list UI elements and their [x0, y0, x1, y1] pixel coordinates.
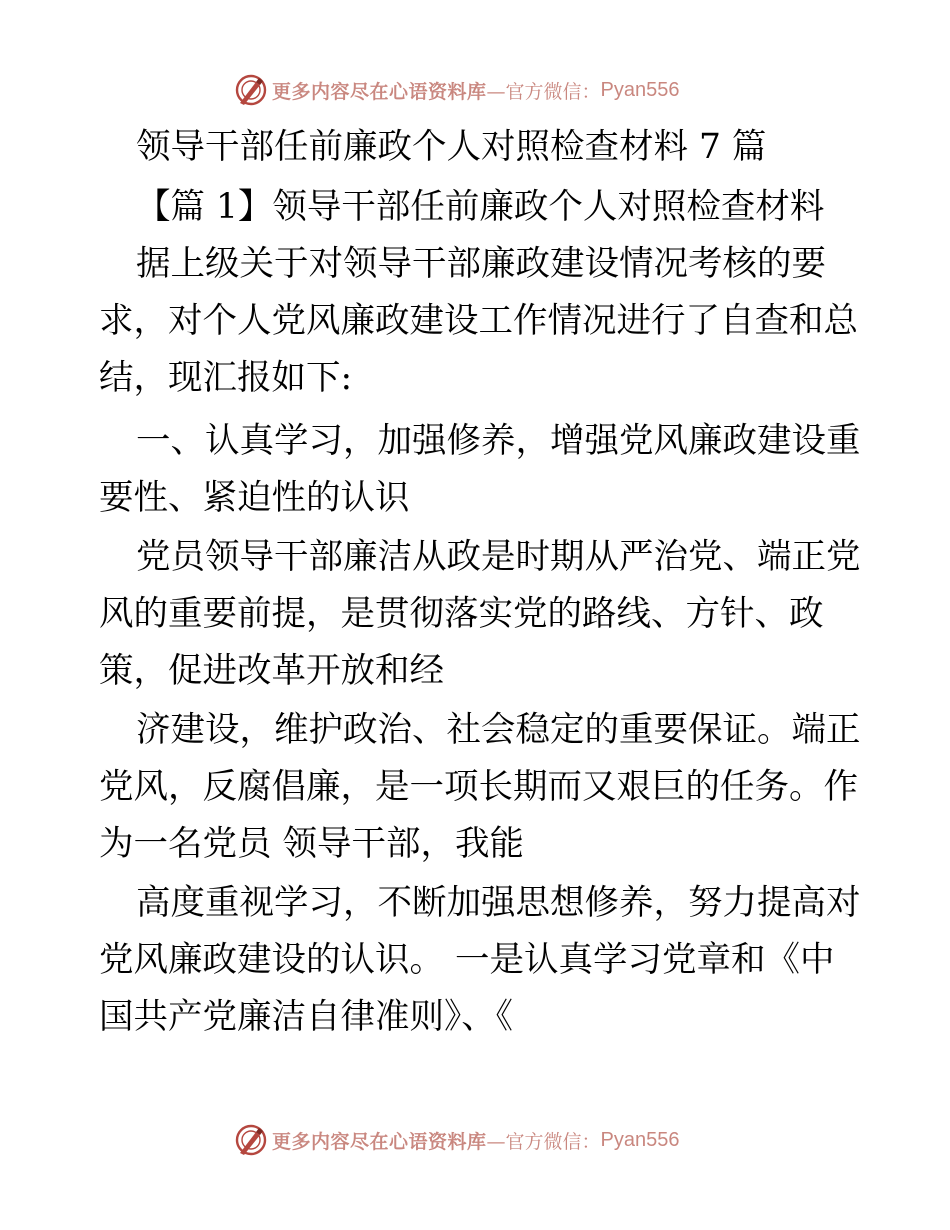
paragraph-line: 求，对个人党风廉政建设工作情况进行了自查和总 [99, 301, 858, 341]
paragraph-line: 党风，反腐倡廉，是一项长期而又艰巨的任务。作 [99, 767, 858, 807]
paragraph-line: 结，现汇报如下: [99, 358, 353, 398]
pen-logo-icon [234, 73, 268, 107]
watermark-lead-text: 更多内容尽在心语资料库 [272, 1130, 487, 1153]
paragraph-line: 为一名党员 领导干部，我能 [99, 824, 524, 864]
pen-logo-icon [234, 1123, 268, 1157]
paragraph-line: 策，促进改革开放和经 [99, 651, 444, 691]
footer-watermark [234, 1120, 680, 1160]
watermark-wechat-id: Pyan556 [600, 78, 680, 101]
paragraph-line: 风的重要前提，是贯彻落实党的路线、方针、政 [99, 594, 824, 634]
watermark-wechat-id: Pyan556 [600, 1128, 680, 1151]
section-heading: 【篇 1】领导干部任前廉政个人对照检查材料 [136, 187, 825, 227]
paragraph-line: 一、认真学习，加强修养，增强党风廉政建设重 [136, 421, 861, 461]
paragraph-line: 国共产党廉洁自律准则》、《 [99, 997, 513, 1037]
watermark-wechat-label: —官方微信： [486, 1130, 601, 1153]
header-watermark [234, 70, 680, 110]
watermark-wechat-label: —官方微信： [486, 80, 601, 103]
paragraph-line: 要性、紧迫性的认识 [99, 478, 410, 518]
paragraph-line: 党风廉政建设的认识。 一是认真学习党章和《中 [99, 940, 835, 980]
document-title: 领导干部任前廉政个人对照检查材料 7 篇 [136, 127, 767, 167]
paragraph-line: 高度重视学习，不断加强思想修养，努力提高对 [136, 883, 861, 923]
paragraph-line: 党员领导干部廉洁从政是时期从严治党、端正党 [136, 537, 861, 577]
paragraph-line: 据上级关于对领导干部廉政建设情况考核的要 [136, 244, 826, 284]
watermark-lead-text: 更多内容尽在心语资料库 [272, 80, 487, 103]
paragraph-line: 济建设，维护政治、社会稳定的重要保证。端正 [136, 710, 861, 750]
